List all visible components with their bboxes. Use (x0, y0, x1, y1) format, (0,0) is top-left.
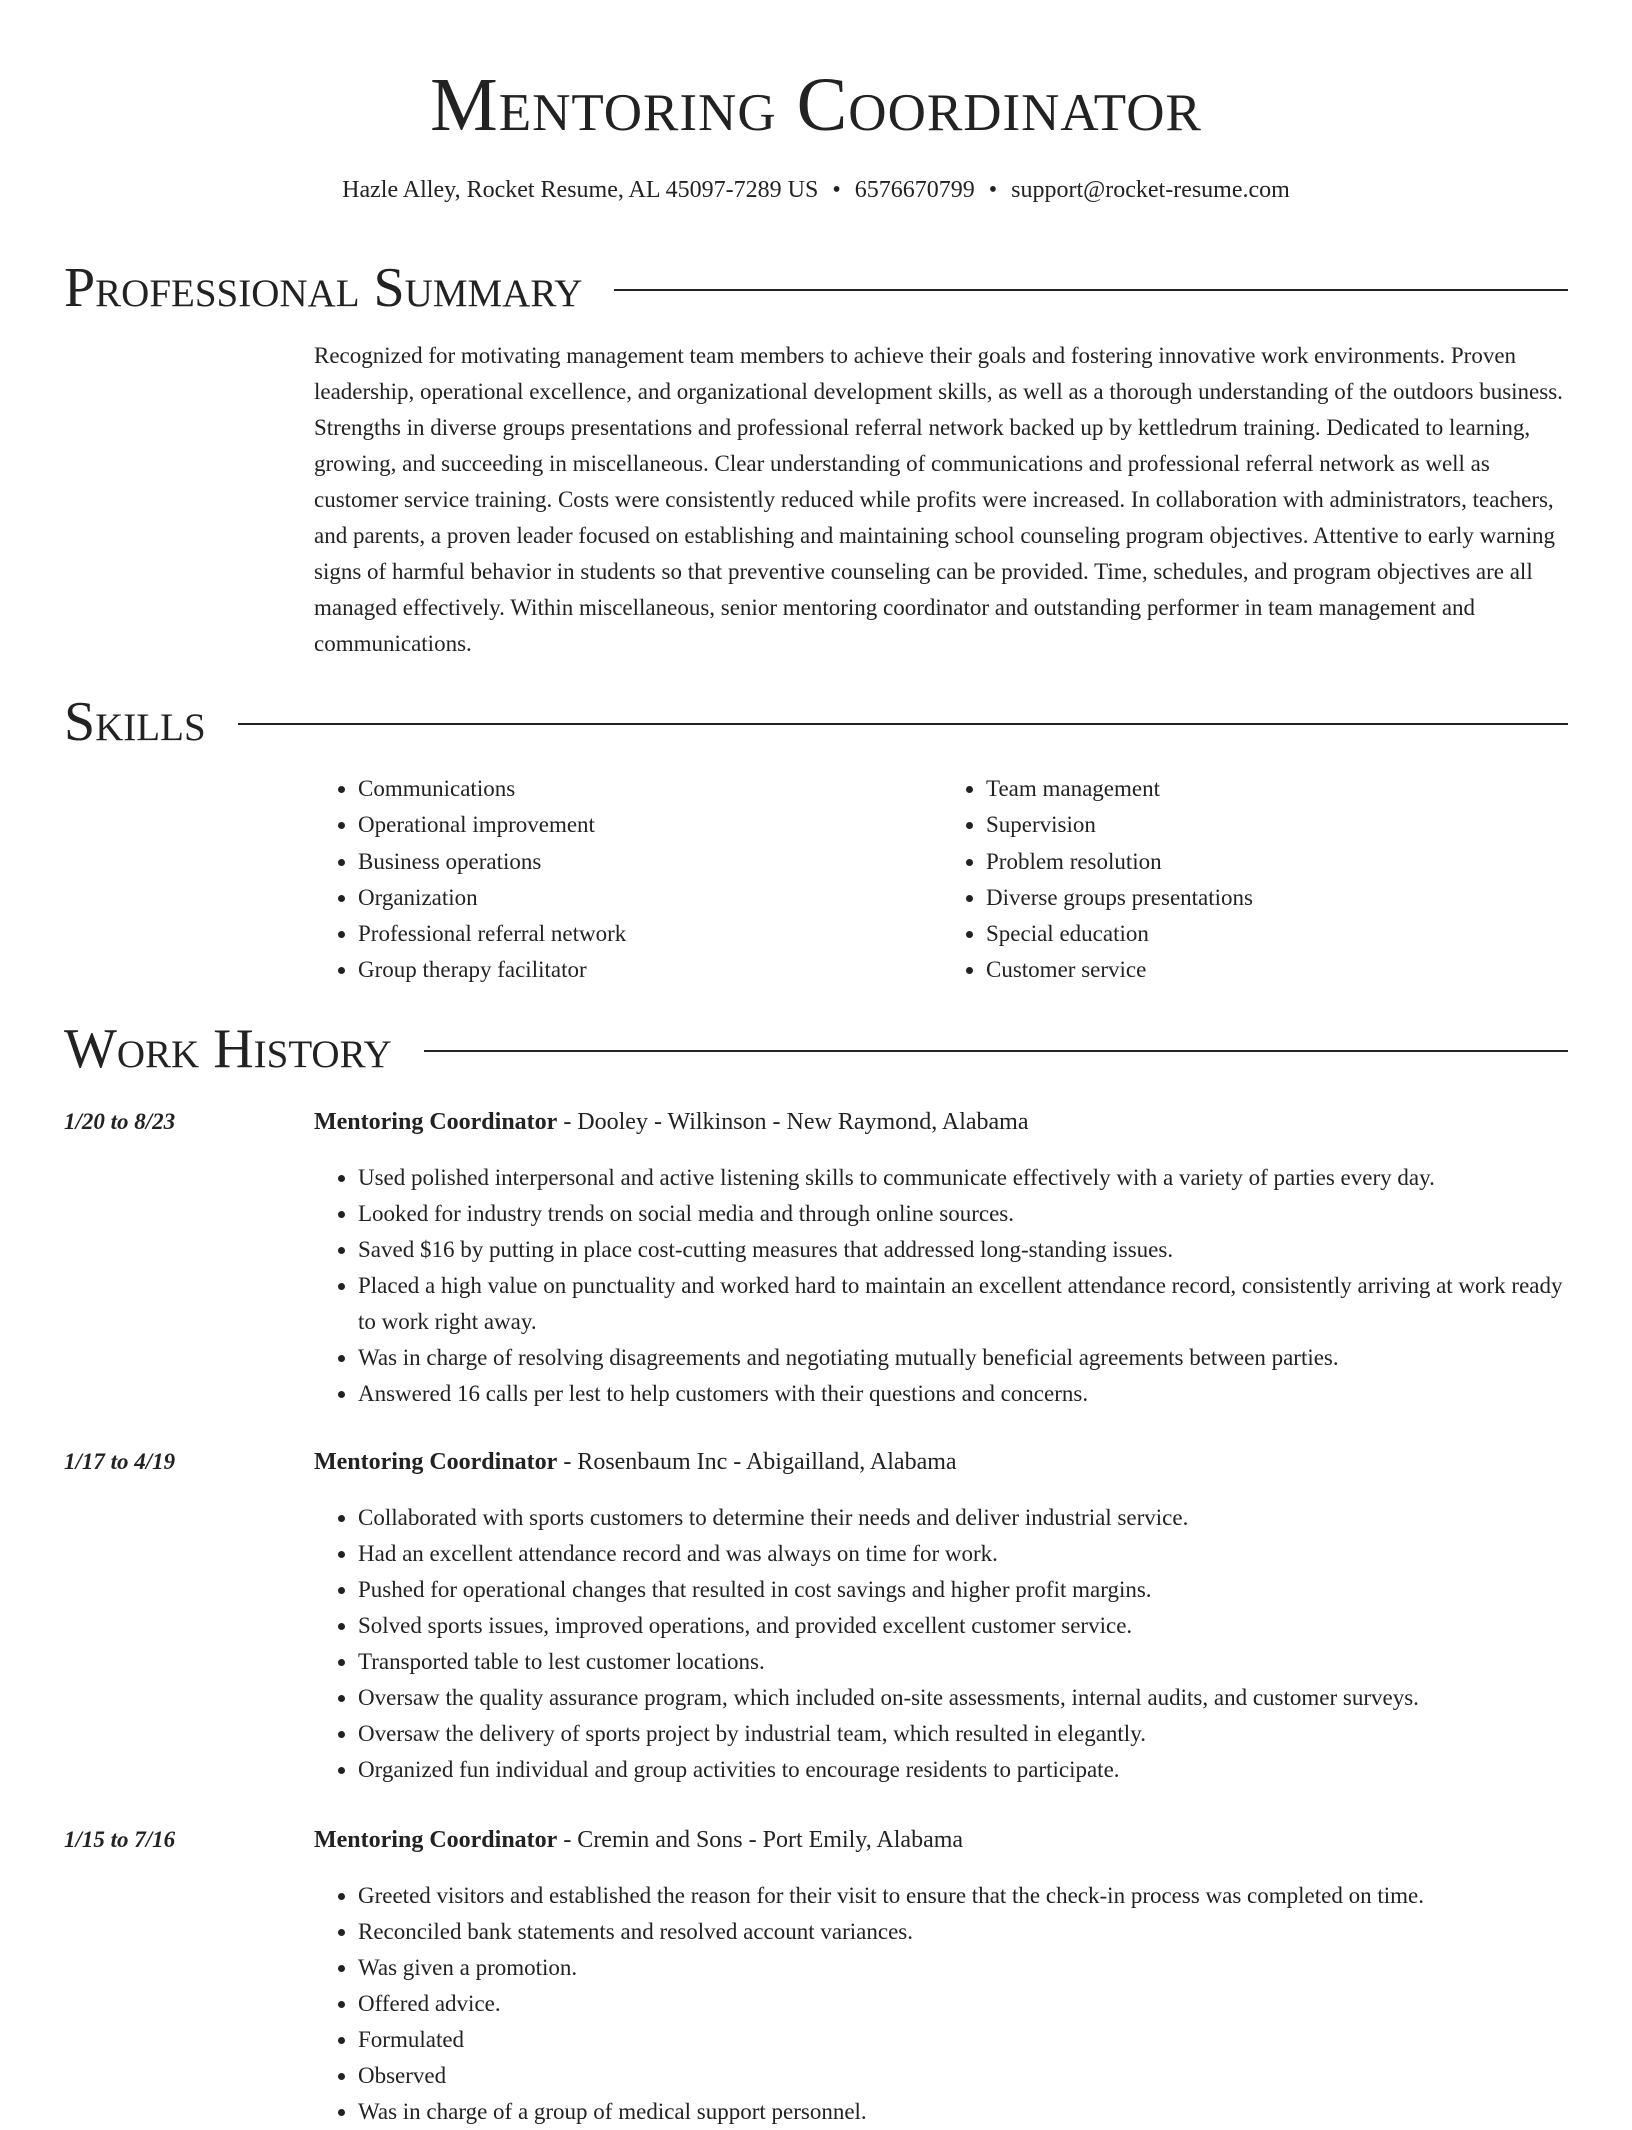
job-duty-item: • Was in charge of a group of medical support personnel. (358, 2094, 1570, 2130)
skills-list (314, 771, 1570, 989)
job-duties-list (314, 1500, 1570, 1788)
job-duty-item: • Greeted visitors and established the reason for their visit to ensure that the check-in process was completed on time. (358, 1878, 1570, 1914)
job-duties-list (314, 1878, 1570, 2130)
job-title-line (314, 1446, 957, 1478)
summary-text: Recognized for motivating management team members to achieve their goals and fostering innovative work environments. Proven leadership, operational excellence, and organizational development skills, as well as a thorough understanding of the outdoors business. Strengths in diverse groups presentations and professional referral network backed up by kettledrum training. Dedicated to learning, growing, and succeeding in miscellaneous. Clear understanding of communications and professional referral network as well as customer service training. Costs were consistently reduced while profits were increased. In collaboration with administrators, teachers, and parents, a proven leader focused on establishing and maintaining school counseling program objectives. Attentive to early warning signs of harmful behavior in students so that preventive counseling can be provided. Time, schedules, and program objectives are all managed effectively. Within miscellaneous, senior mentoring coordinator and outstanding performer in team management and communications. (314, 343, 1563, 656)
job-duty-item: • Solved sports issues, improved operations, and provided excellent customer service. (358, 1608, 1570, 1644)
skills-heading: Skills (64, 691, 206, 753)
contact-line (0, 174, 1632, 206)
work-history-heading: Work History (64, 1018, 392, 1080)
skills-column-left (314, 771, 942, 989)
job-employer-location: - Dooley - Wilkinson - New Raymond, Alabama (557, 1109, 1029, 1135)
skill-item: • Customer service (986, 952, 1570, 988)
section-divider (614, 289, 1568, 291)
job-duty-item: • Oversaw the quality assurance program, which included on-site assessments, internal audits, and customer surveys. (358, 1680, 1570, 1716)
job-duty-item: • Offered advice. (358, 1986, 1570, 2022)
skill-item: • Team management (986, 771, 1570, 807)
job-title: Mentoring Coordinator (314, 1827, 558, 1853)
section-divider (238, 723, 1568, 725)
contact-address: Hazle Alley, Rocket Resume, AL 45097-7289 US (342, 177, 819, 203)
skill-item: • Group therapy facilitator (358, 952, 942, 988)
job-dates: 1/15 to 7/16 (64, 1827, 176, 1852)
job-duty-item: • Saved $16 by putting in place cost-cutting measures that addressed long-standing issues. (358, 1232, 1570, 1268)
skill-item: • Diverse groups presentations (986, 880, 1570, 916)
job-duty-item: • Organized fun individual and group activities to encourage residents to participate. (358, 1752, 1570, 1788)
job-duty-item: • Formulated (358, 2022, 1570, 2058)
summary-section-header (64, 256, 1568, 320)
job-employer-location: - Rosenbaum Inc - Abigailland, Alabama (557, 1449, 957, 1475)
contact-phone[interactable]: 6576670799 (854, 177, 975, 203)
skill-item: • Professional referral network (358, 916, 942, 952)
contact-email[interactable]: support@rocket-resume.com (1011, 177, 1290, 203)
job-title-line (314, 1824, 963, 1856)
job-title: Mentoring Coordinator (314, 1109, 558, 1135)
work-history-section-header (64, 1017, 1568, 1081)
skill-item: • Operational improvement (358, 807, 942, 843)
job-duty-item: • Answered 16 calls per lest to help customers with their questions and concerns. (358, 1376, 1570, 1412)
job-duties-list (314, 1160, 1570, 1412)
job-duty-item: • Was given a promotion. (358, 1950, 1570, 1986)
job-duty-item: • Reconciled bank statements and resolved account variances. (358, 1914, 1570, 1950)
job-duty-item: • Pushed for operational changes that resulted in cost savings and higher profit margins. (358, 1572, 1570, 1608)
skill-item: • Problem resolution (986, 844, 1570, 880)
job-duty-item: • Transported table to lest customer locations. (358, 1644, 1570, 1680)
job-duty-item: • Looked for industry trends on social media and through online sources. (358, 1196, 1570, 1232)
job-duty-item: • Placed a high value on punctuality and worked hard to maintain an excellent attendance record, consistently arriving at work ready to work right away. (358, 1268, 1570, 1340)
job-employer-location: - Cremin and Sons - Port Emily, Alabama (557, 1827, 964, 1853)
skills-column-right (942, 771, 1570, 989)
job-dates: 1/17 to 4/19 (64, 1449, 176, 1474)
job-duty-item: • Used polished interpersonal and active listening skills to communicate effectively with a variety of parties every day. (358, 1160, 1570, 1196)
skill-item: • Communications (358, 771, 942, 807)
job-dates: 1/20 to 8/23 (64, 1109, 176, 1134)
job-duty-item: • Oversaw the delivery of sports project by industrial team, which resulted in elegantly. (358, 1716, 1570, 1752)
summary-heading: Professional Summary (64, 257, 583, 319)
job-duty-item: • Observed (358, 2058, 1570, 2094)
skills-section-header (64, 690, 1568, 754)
skill-item: • Special education (986, 916, 1570, 952)
contact-separator: • (988, 177, 998, 203)
skill-item: • Organization (358, 880, 942, 916)
candidate-name: Mentoring Coordinator (430, 63, 1202, 147)
skill-item: • Business operations (358, 844, 942, 880)
job-duty-item: • Collaborated with sports customers to determine their needs and deliver industrial service. (358, 1500, 1570, 1536)
contact-separator: • (832, 177, 841, 203)
section-divider (424, 1050, 1568, 1052)
job-duty-item: • Was in charge of resolving disagreements and negotiating mutually beneficial agreements between parties. (358, 1340, 1570, 1376)
job-duty-item: • Had an excellent attendance record and was always on time for work. (358, 1536, 1570, 1572)
job-title-line (314, 1106, 1029, 1138)
skill-item: • Supervision (986, 807, 1570, 843)
job-title: Mentoring Coordinator (314, 1449, 558, 1475)
